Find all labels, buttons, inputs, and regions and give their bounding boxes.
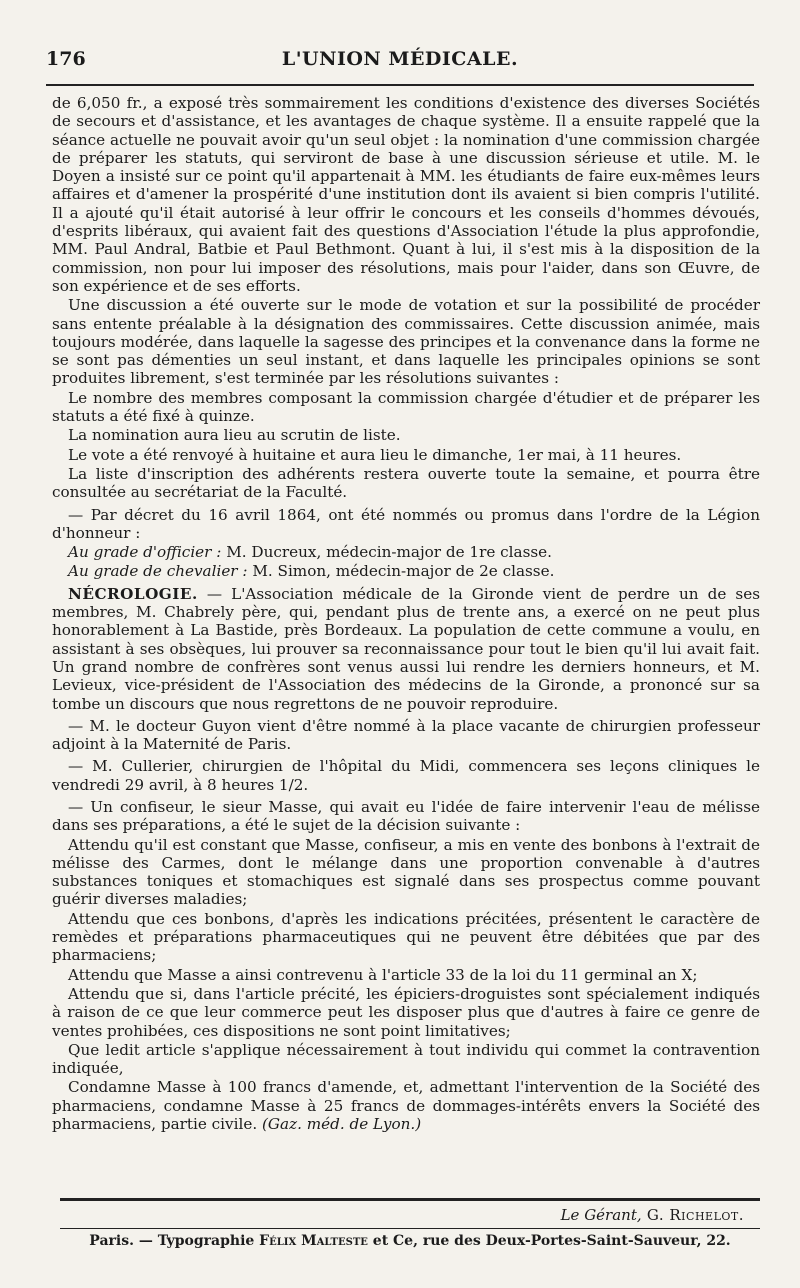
paragraph-ledit: Que ledit article s'applique nécessairement à tout individu qui commet la contravention indiquée, [52,1040,760,1078]
source-reference: (Gaz. méd. de Lyon.) [257,1115,422,1134]
paragraph-guyon: — M. le docteur Guyon vient d'être nommé à la place vacante de chirurgien professeur adjoint à la Maternité de Paris. [52,716,760,754]
promotion-text: M. Ducreux, médecin-major de 1re classe. [221,543,552,562]
paragraph-necrologie [52,585,760,713]
signature-role: Le Gérant, [560,1206,642,1224]
paragraph-resolution-2: La nomination aura lieu au scrutin de liste. [68,426,401,445]
paragraph-attendu-2: Attendu que ces bonbons, d'après les indications précitées, présentent le caractère de remèdes et préparations pharmaceutiques qui ne peuvent être débitées que par des pharmaciens; [52,909,760,965]
paragraph-resolution-3: Le vote a été renvoyé à huitaine et aura lieu le dimanche, 1er mai, à 11 heures. [68,445,682,464]
grade-label: Au grade d'officier : [68,543,222,562]
imprint-printer: Félix Malteste [259,1233,368,1249]
imprint-prefix: Paris. — Typographie [89,1233,260,1249]
necrologie-text: — L'Association médicale de la Gironde vient de perdre un de ses membres, M. Chabrely père, qui, pendant plus de trente ans, a exercé on ne peut plus honorablement à La Bastide, près Bordeaux. La population de cette commune a voulu, en assistant à ses obsèques, lui prouver sa reconnaissance pour tout le bien qu'il lui avait fait. Un grand nombre de confrères sont venus aussi lui rendre les derniers honneurs, et M. Levieux, vice-président de l'Association des médecins de la Gironde, a prononcé sur sa tombe un discours que nous regrettons de ne pouvoir reproduire. [52,584,760,713]
promotion-chevalier [52,562,760,580]
promotion-officier [52,543,760,561]
header-rule [46,84,754,86]
printer-imprint [60,1233,760,1249]
signature [561,1206,744,1224]
paragraph-condamne [52,1078,760,1133]
paragraph-attendu-1: Attendu qu'il est constant que Masse, confiseur, a mis en vente des bonbons à l'extrait de mélisse des Carmes, dont le mélange dans une proportion convenable à d'autres substances toniques et stomachiques est signalé dans ses prospectus comme pouvant guérir diverses maladies; [52,835,760,909]
paragraph-attendu-3: Attendu que Masse a ainsi contrevenu à l'article 33 de la loi du 11 germinal an X; [68,965,698,984]
imprint-suffix: et Ce, rue des Deux-Portes-Saint-Sauveur, 22. [367,1233,731,1249]
paragraph-resolution-4: La liste d'inscription des adhérents restera ouverte toute la semaine, et pourra être consultée au secrétariat de la Faculté. [52,464,760,502]
page-number: 176 [46,48,86,70]
paragraph-attendu-4: Attendu que si, dans l'article précité, les épiciers-droguistes sont spécialement indiqués à raison de ce que leur commerce peut les disposer plus que d'autres à faire ce genre de ventes prohibées, ces dispositions ne sont point limitatives; [52,984,760,1040]
paragraph-masse: — Un confiseur, le sieur Masse, qui avait eu l'idée de faire intervenir l'eau de mélisse dans ses préparations, a été le sujet de la décision suivante : [52,797,760,835]
running-title: L'UNION MÉDICALE. [281,48,519,70]
grade-label: Au grade de chevalier : [68,562,248,581]
paragraph-resolution-1: Le nombre des membres composant la commission chargée d'étudier et de préparer les statuts a été fixé à quinze. [52,388,760,426]
page-header [46,44,754,84]
signature-name: G. Richelot. [641,1206,744,1224]
paragraph-discussion: Une discussion a été ouverte sur le mode de votation et sur la possibilité de procéder sans entente préalable à la désignation des commissaires. Cette discussion animée, mais toujours modérée, dans laquelle la sagesse des principes et la convenance dans la forme ne se sont pas démenties un seul instant, et dans laquelle les principales opinions se sont produites librement, s'est terminée par les résolutions suivantes : [52,296,760,388]
promotion-text: M. Simon, médecin-major de 2e classe. [247,562,555,581]
paragraph-doyen: de 6,050 fr., a exposé très sommairement les conditions d'existence des diverses Sociétés de secours et d'assistance, et les avantages de chaque système. Il a ensuite rappelé que la séance actuelle ne pouvait avoir qu'un seul objet : la nomination d'une commission chargée de préparer les statuts, qui serviront de base à une discussion sérieuse et utile. M. le Doyen a insisté sur ce point qu'il appartenait à MM. les étudiants de faire eux-mêmes leurs affaires et d'amener la prospérité d'une institution dont ils avaient si bien compris l'utilité. Il a ajouté qu'il était autorisé à leur offrir le concours et les conseils d'hommes dévoués, d'esprits libéraux, qui avaient fait des questions d'Association l'étude la plus approfondie, MM. Paul Andral, Batbie et Paul Bethmont. Quant à lui, il s'est mis à la disposition de la commission, non pour lui imposer des résolutions, mais pour l'aider, dans son Œuvre, de son expérience et de ses efforts. [52,94,760,295]
necrologie-label: NÉCROLOGIE. [68,584,198,603]
condamne-text: Condamne Masse à 100 francs d'amende, et, admettant l'intervention de la Société des pharmaciens, condamne Masse à 25 francs de dommages-intérêts envers la Société des pharmaciens, partie civile. [52,1078,760,1134]
paragraph-cullerier: — M. Cullerier, chirurgien de l'hôpital du Midi, commencera ses leçons cliniques le vendredi 29 avril, à 8 heures 1/2. [52,757,760,794]
footer-rule [60,1198,760,1201]
imprint-rule [60,1228,760,1229]
article-body [52,94,760,1134]
paragraph-decret: — Par décret du 16 avril 1864, ont été nommés ou promus dans l'ordre de la Légion d'honneur : [52,505,760,542]
